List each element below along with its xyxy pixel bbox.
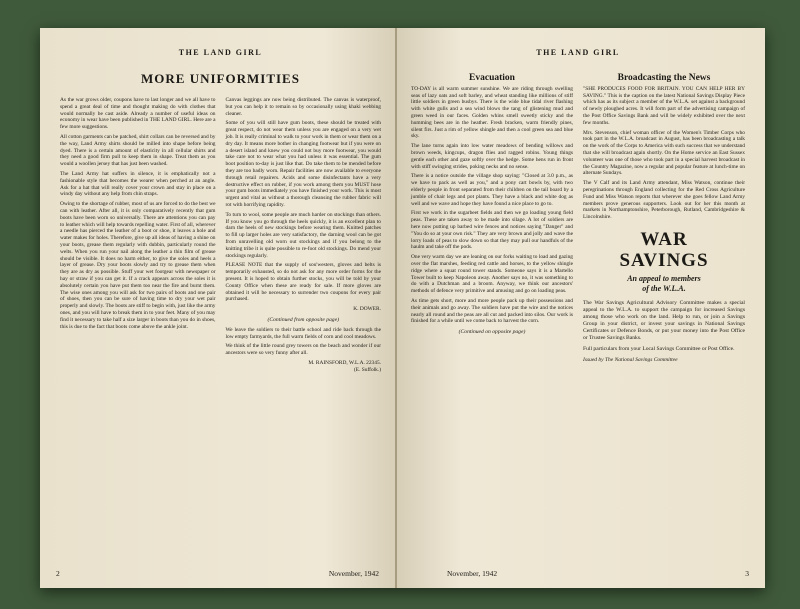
binding-gutter (395, 28, 397, 588)
war-title-line: WAR (640, 228, 688, 250)
paragraph: Owing to the shortage of rubber, most of us are forced to do the best we can with leather. After all, it is only comparatively recently that gum boots have been worn so universally. There are attentions you can pay to leather which will help towards repelling water. First of all, wherever a needle has pierced the leather of a boot or shoe, it leaves a hole and water makes for holes. Therefore, give up all ideas of having a shine on your boots, grease them regularly with dubbin, particularly round the welts. When you run your nail along the leather a thin film of grease should be visible. It does no harm either, to give the soles and heels a layer of grease. Dry your boots slowly and try to grease them when they are as dry as possible. Stuff your wet footgear with newspaper or hay or straw if you can get it. If a crack appears across the soles it is absolutely certain you have put them too near the fire and burnt them. The wise ones among you will ask for two pairs of boots and one pair of shoes, then you can be sure of having time to dry your wet pair properly and slowly. The boots are stiff to begin with, just like the army ones, and you will have to break them in to your feet. Many of you may find it necessary to take half a size larger in boots than you do in shoes, this is due to the fact that boots come above the ankle joint. (60, 201, 216, 330)
page-number: 3 (745, 569, 749, 578)
article-title: MORE UNIFORMITIES (141, 71, 300, 86)
war-savings-subtitle (583, 274, 745, 294)
page-number: 2 (56, 569, 60, 578)
paragraph: Mrs. Stevenson, chief woman officer of the Women's Timber Corps who took part in the W.L.A. broadcast in August, has been broadcasting a talk on the work of the Corps to America with such success that we understand that she will broadcast again shortly. On the Home service an East Sussex volunteer was one of those who took part in a special harvest broadcast in the Country Magazine, now a regular and popular feature at lunch-time on alternate Sundays. (583, 129, 745, 177)
continued-note: (Continued from opposite page) (267, 316, 339, 323)
paragraph: As the war grows older, coupons have to last longer and we all have to spend a great deal of time and thought making do with clothes that would normally be cast aside. Already a number of useful ideas on economy in wear have been published in THE LAND GIRL. Here are a few more suggestions. (60, 97, 216, 131)
subtitle-line: of the W.L.A. (642, 283, 686, 293)
left-column-2 (226, 97, 382, 373)
continued-note: (Continued on opposite page) (458, 329, 526, 336)
section-title: Evacuation (469, 73, 515, 83)
left-page (40, 28, 395, 588)
war-savings-body (583, 300, 745, 364)
paragraph: The Land Army hat suffers in silence, it is emphatically not a fashionable style that becomes the wearer when perched at an angle. Ask for a hat that will really cover your crown and stay in place on a windy day without any help from chin straps. (60, 170, 216, 198)
paragraph: Some of you will still have gum boots, these should be treated with great respect, do not wear them unless you are engaged on a very wet job. It is really criminal to walk to your work in them or wear them on a dry day. It means more bother in changing footwear but if you were on a desert island and knew you could not buy more footwear, you would take care not to wear what you had unless it was essential. The gum boot position to-day is just like that. Do take them to be mended before they are too badly worn. Repair facilities are now available to everyone through retail repairers. Acids and some disinfectants have a very destructive effect on rubber, if you work among them you MUST hose your gum boots immediately you have finished your work. This is most urgent and vital as without a thorough cleansing the rubber fabric will rot with horrifying rapidity. (225, 120, 381, 208)
paragraph: The War Savings Agricultural Advisory Committee makes a special appeal to the W.L.A. to support the campaign for increased Savings among those who work on the land. Help to run, or join a Savings Group in your district, or invest your savings in National Savings Certificates or Defence Bonds, or put your money into the Post Office or Trustee Savings Banks. (583, 299, 745, 341)
signature: M. RAINSFORD, W.L.A. 22345. (308, 359, 381, 366)
magazine-spread (40, 28, 765, 588)
issued-by: Issued by The National Savings Committee (583, 356, 678, 363)
war-savings-title (583, 229, 745, 271)
signature: K. DOWER. (353, 306, 381, 313)
paragraph: Canvas leggings are now being distributed. The canvas is waterproof, but you can help it to remain so by occasionally using khaki webbing cleaner. (225, 97, 381, 117)
issue-date: November, 1942 (447, 569, 498, 578)
issue-date: November, 1942 (328, 569, 379, 578)
paragraph: The lane turns again into low water meadows of bending willows and brown weeds, kingcups, dragon flies and ragged robins. Young things gentle each other and gaze softly over the hedge. Some hens run in front with stiff swinging strides, poking necks and no sense. (411, 143, 573, 170)
paragraph: To turn to wool, some people are much harder on stockings than others. If you know you go through the heels quickly, it is an excellent plan to darn the heels of new stockings before wearing them. Knitted patches to fill up larger holes are very satisfactory, the darning wool can be got from unravelling old worn out stockings and if you belong to the knitting tribe it is quite possible to re-foot old stockings. Do mend your stockings regularly. (225, 211, 381, 259)
paragraph: We think of the little round grey towers on the beach and wonder if our ancestors were so very funny after all. (225, 343, 381, 357)
left-column-1 (60, 97, 216, 373)
war-title-line: SAVINGS (619, 249, 709, 271)
right-page (395, 28, 765, 588)
section-title: Broadcasting the News (617, 73, 711, 83)
paragraph: First we work in the sugarbeet fields and then we go loading young field peas. These are taken away to be made into silage. A lot of soldiers are here now putting up barbed wire fences and notices saying "Danger" and "You do so at your own risk." They are very brown and jolly and wave the lorry loads of peas to slow down so that they may pull our handfuls of the haulm and take off the pods. (411, 210, 573, 251)
right-columns (411, 71, 745, 364)
running-head-right: THE LAND GIRL (536, 48, 620, 57)
paragraph: We leave the soldiers to their battle school and ride back through the low empty farmyards, the full warm fields of corn and cool meadows. (225, 326, 381, 340)
running-head-left: THE LAND GIRL (178, 48, 263, 57)
paragraph: "SHE PRODUCES FOOD FOR BRITAIN. YOU CAN HELP HER BY SAVING." This is the caption on the latest National Savings Display Piece which has as its subject a member of the W.L.A. set against a background of newly ploughed acres. It will form part of the advertising campaign of the Post Office Savings Bank and will be widely exhibited over the next few months. (583, 85, 745, 126)
paragraph: As time gets short, more and more people pack up their possessions and their animals and go away. The soldiers have put the wire and the notices nearly all round and the peas are all cut and packed into silos. Our work is finished for a while until we come back to harvest the corn. (411, 297, 573, 325)
paragraph: Full particulars from your Local Savings Committee or Post Office. (583, 345, 735, 352)
paragraph: One very warm day we are leaning on our forks waiting to load and gazing over the flat marshes, feeding red cattle and horses, to the yellow shingle ridge where a squat round tower stands. Someone says it is a Martello Tower built to keep Napoleon away. Another says no, it was something to do with a Dutchman and a broom. Anyway, we think our ancestors' methods of defence very primitive and amusing and go on loading peas. (411, 254, 573, 295)
right-column-2 (583, 71, 745, 364)
left-columns (60, 97, 381, 373)
right-column-1 (411, 71, 573, 364)
paragraph: The V Calf and its Land Army attendant, Miss Watson, continue their peregrinations through England collecting for the Red Cross Agriculture Fund and Miss Watson reports that wherever she goes fellow Land Army members prove generous supporters. Look out for her this month at markets in Northamptonshire, Peterborough, Rutland, Cambridgeshire & Lincolnshire. (583, 180, 745, 221)
paragraph: PLEASE NOTE that the supply of sou'westers, gloves and belts is temporarily exhausted, so do not ask for any more order forms for the present. It is hoped to obtain further stocks, you will be told by your County Office when these are ready for sale. If more gloves are obtained it will be necessary to surrender two coupons for every pair purchased. (225, 262, 381, 303)
paragraph: There is a notice outside the village shop saying: "Closed at 3.0 p.m., as we have to pack as well as you," and a pony cart bowls by, with two elderly people in front separated from their children on the tail board by a jumble of chair legs and pot plants. They have a black and white dog as well and we wave and hope they have found a nice place to go to. (411, 173, 573, 207)
paragraph: TO-DAY is all warm summer sunshine. We are riding through swelling seas of lazy oats and soft barley, and wheat standing like millions of stiff little soldiers in green busbys. There is the wide blue tidal river flashing with white gulls and a sea wind blows the tang of glistening mud and green weed in our faces. Golden whins smell sweetly sticky and the humming bees are in the heather. Fresh bracken, warm friendly pines, silent firs. Just a rim of yellow shingle and then a cool green sea and blue sky. (411, 85, 573, 140)
paragraph: All cotton garments can be patched, shirt collars can be reversed and by the way, Land Army shirts should be milled into shape before being dyed. There is a certain amount of elasticity in all cellular shirts and they need a good firm pull to keep them in shape. Treat them as you would a woollen jersey that has just been washed. (60, 133, 216, 168)
subtitle-line: An appeal to members (627, 273, 701, 283)
signature-county: (E. Suffolk.) (353, 366, 381, 373)
